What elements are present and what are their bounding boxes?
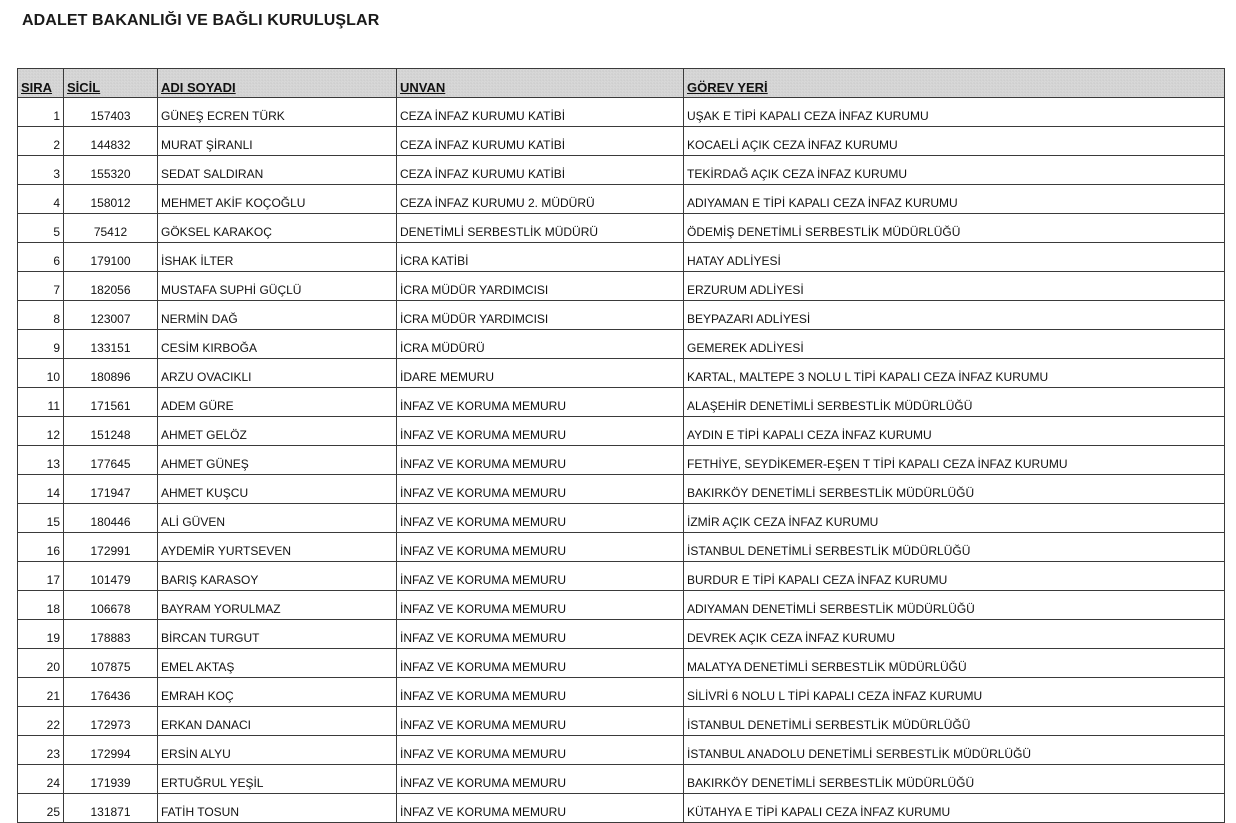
cell-gorev-yeri: BAKIRKÖY DENETİMLİ SERBESTLİK MÜDÜRLÜĞÜ <box>684 765 1225 794</box>
cell-sicil: 172973 <box>64 707 158 736</box>
cell-unvan: İNFAZ VE KORUMA MEMURU <box>397 736 684 765</box>
cell-sira: 16 <box>18 533 64 562</box>
cell-unvan: İNFAZ VE KORUMA MEMURU <box>397 562 684 591</box>
cell-unvan: İNFAZ VE KORUMA MEMURU <box>397 533 684 562</box>
cell-gorev-yeri: KARTAL, MALTEPE 3 NOLU L TİPİ KAPALI CEZA İNFAZ KURUMU <box>684 359 1225 388</box>
cell-unvan: CEZA İNFAZ KURUMU KATİBİ <box>397 98 684 127</box>
cell-unvan: DENETİMLİ SERBESTLİK MÜDÜRÜ <box>397 214 684 243</box>
cell-sicil: 155320 <box>64 156 158 185</box>
cell-adi-soyadi: BİRCAN TURGUT <box>158 620 397 649</box>
cell-gorev-yeri: ERZURUM ADLİYESİ <box>684 272 1225 301</box>
cell-unvan: İNFAZ VE KORUMA MEMURU <box>397 417 684 446</box>
cell-unvan: İNFAZ VE KORUMA MEMURU <box>397 794 684 823</box>
cell-sira: 21 <box>18 678 64 707</box>
page-title: ADALET BAKANLIĞI VE BAĞLI KURULUŞLAR <box>22 12 380 29</box>
cell-adi-soyadi: MURAT ŞİRANLI <box>158 127 397 156</box>
table-row <box>18 446 1225 475</box>
cell-unvan: İNFAZ VE KORUMA MEMURU <box>397 504 684 533</box>
cell-adi-soyadi: AYDEMİR YURTSEVEN <box>158 533 397 562</box>
cell-unvan: İCRA MÜDÜR YARDIMCISI <box>397 301 684 330</box>
table-row <box>18 591 1225 620</box>
cell-adi-soyadi: İSHAK İLTER <box>158 243 397 272</box>
cell-gorev-yeri: UŞAK E TİPİ KAPALI CEZA İNFAZ KURUMU <box>684 98 1225 127</box>
cell-gorev-yeri: GEMEREK ADLİYESİ <box>684 330 1225 359</box>
cell-adi-soyadi: ERTUĞRUL YEŞİL <box>158 765 397 794</box>
table-row <box>18 301 1225 330</box>
cell-adi-soyadi: ALİ GÜVEN <box>158 504 397 533</box>
cell-sicil: 180446 <box>64 504 158 533</box>
cell-adi-soyadi: AHMET GELÖZ <box>158 417 397 446</box>
table-row <box>18 359 1225 388</box>
cell-unvan: İNFAZ VE KORUMA MEMURU <box>397 388 684 417</box>
cell-sicil: 144832 <box>64 127 158 156</box>
column-header-gorev-yeri: GÖREV YERİ <box>684 69 1225 98</box>
cell-sira: 9 <box>18 330 64 359</box>
cell-sicil: 151248 <box>64 417 158 446</box>
table-row <box>18 243 1225 272</box>
column-header-adi-soyadi: ADI SOYADI <box>158 69 397 98</box>
cell-sicil: 75412 <box>64 214 158 243</box>
cell-sicil: 171561 <box>64 388 158 417</box>
cell-sira: 23 <box>18 736 64 765</box>
cell-adi-soyadi: CESİM KIRBOĞA <box>158 330 397 359</box>
cell-gorev-yeri: AYDIN E TİPİ KAPALI CEZA İNFAZ KURUMU <box>684 417 1225 446</box>
cell-adi-soyadi: NERMİN DAĞ <box>158 301 397 330</box>
table-body <box>18 98 1225 823</box>
table-row <box>18 330 1225 359</box>
column-header-unvan: UNVAN <box>397 69 684 98</box>
table-row <box>18 620 1225 649</box>
cell-sicil: 178883 <box>64 620 158 649</box>
cell-sira: 20 <box>18 649 64 678</box>
cell-sira: 17 <box>18 562 64 591</box>
cell-gorev-yeri: İSTANBUL DENETİMLİ SERBESTLİK MÜDÜRLÜĞÜ <box>684 707 1225 736</box>
cell-gorev-yeri: İSTANBUL ANADOLU DENETİMLİ SERBESTLİK MÜDÜRLÜĞÜ <box>684 736 1225 765</box>
cell-adi-soyadi: EMEL AKTAŞ <box>158 649 397 678</box>
table-row <box>18 678 1225 707</box>
table-row <box>18 533 1225 562</box>
cell-sira: 11 <box>18 388 64 417</box>
table-row <box>18 185 1225 214</box>
cell-adi-soyadi: AHMET GÜNEŞ <box>158 446 397 475</box>
cell-sicil: 171939 <box>64 765 158 794</box>
cell-sicil: 107875 <box>64 649 158 678</box>
table-row <box>18 272 1225 301</box>
cell-sicil: 171947 <box>64 475 158 504</box>
cell-sira: 24 <box>18 765 64 794</box>
cell-gorev-yeri: ADIYAMAN E TİPİ KAPALI CEZA İNFAZ KURUMU <box>684 185 1225 214</box>
table-row <box>18 736 1225 765</box>
cell-gorev-yeri: BURDUR E TİPİ KAPALI CEZA İNFAZ KURUMU <box>684 562 1225 591</box>
cell-gorev-yeri: SİLİVRİ 6 NOLU L TİPİ KAPALI CEZA İNFAZ KURUMU <box>684 678 1225 707</box>
cell-adi-soyadi: GÜNEŞ ECREN TÜRK <box>158 98 397 127</box>
cell-sicil: 106678 <box>64 591 158 620</box>
cell-sira: 19 <box>18 620 64 649</box>
cell-gorev-yeri: FETHİYE, SEYDİKEMER-EŞEN T TİPİ KAPALI CEZA İNFAZ KURUMU <box>684 446 1225 475</box>
cell-unvan: İNFAZ VE KORUMA MEMURU <box>397 678 684 707</box>
cell-unvan: İCRA MÜDÜRÜ <box>397 330 684 359</box>
cell-adi-soyadi: ERSİN ALYU <box>158 736 397 765</box>
header-row <box>18 69 1225 98</box>
cell-gorev-yeri: İZMİR AÇIK CEZA İNFAZ KURUMU <box>684 504 1225 533</box>
cell-sicil: 123007 <box>64 301 158 330</box>
cell-gorev-yeri: BAKIRKÖY DENETİMLİ SERBESTLİK MÜDÜRLÜĞÜ <box>684 475 1225 504</box>
cell-sira: 15 <box>18 504 64 533</box>
cell-adi-soyadi: GÖKSEL KARAKOÇ <box>158 214 397 243</box>
cell-sira: 12 <box>18 417 64 446</box>
cell-adi-soyadi: MUSTAFA SUPHİ GÜÇLÜ <box>158 272 397 301</box>
cell-sicil: 179100 <box>64 243 158 272</box>
cell-sira: 7 <box>18 272 64 301</box>
personnel-table <box>17 68 1225 823</box>
column-header-sicil: SİCİL <box>64 69 158 98</box>
cell-unvan: İNFAZ VE KORUMA MEMURU <box>397 446 684 475</box>
cell-unvan: CEZA İNFAZ KURUMU KATİBİ <box>397 127 684 156</box>
cell-adi-soyadi: EMRAH KOÇ <box>158 678 397 707</box>
table-row <box>18 156 1225 185</box>
table-header <box>18 69 1225 98</box>
cell-sira: 18 <box>18 591 64 620</box>
cell-sicil: 133151 <box>64 330 158 359</box>
cell-gorev-yeri: KOCAELİ AÇIK CEZA İNFAZ KURUMU <box>684 127 1225 156</box>
cell-adi-soyadi: AHMET KUŞCU <box>158 475 397 504</box>
cell-sira: 5 <box>18 214 64 243</box>
cell-gorev-yeri: KÜTAHYA E TİPİ KAPALI CEZA İNFAZ KURUMU <box>684 794 1225 823</box>
cell-adi-soyadi: FATİH TOSUN <box>158 794 397 823</box>
cell-sira: 2 <box>18 127 64 156</box>
table-row <box>18 562 1225 591</box>
cell-gorev-yeri: BEYPAZARI ADLİYESİ <box>684 301 1225 330</box>
cell-unvan: İCRA MÜDÜR YARDIMCISI <box>397 272 684 301</box>
cell-adi-soyadi: ERKAN DANACI <box>158 707 397 736</box>
cell-gorev-yeri: TEKİRDAĞ AÇIK CEZA İNFAZ KURUMU <box>684 156 1225 185</box>
table-row <box>18 388 1225 417</box>
table-row <box>18 127 1225 156</box>
cell-gorev-yeri: ALAŞEHİR DENETİMLİ SERBESTLİK MÜDÜRLÜĞÜ <box>684 388 1225 417</box>
column-header-sira: SIRA <box>18 69 64 98</box>
cell-sira: 3 <box>18 156 64 185</box>
cell-sira: 4 <box>18 185 64 214</box>
cell-adi-soyadi: MEHMET AKİF KOÇOĞLU <box>158 185 397 214</box>
cell-gorev-yeri: ADIYAMAN DENETİMLİ SERBESTLİK MÜDÜRLÜĞÜ <box>684 591 1225 620</box>
cell-sira: 6 <box>18 243 64 272</box>
cell-adi-soyadi: BARIŞ KARASOY <box>158 562 397 591</box>
cell-gorev-yeri: DEVREK AÇIK CEZA İNFAZ KURUMU <box>684 620 1225 649</box>
cell-sicil: 131871 <box>64 794 158 823</box>
table-row <box>18 214 1225 243</box>
cell-sira: 25 <box>18 794 64 823</box>
table-row <box>18 765 1225 794</box>
cell-sicil: 180896 <box>64 359 158 388</box>
cell-unvan: İNFAZ VE KORUMA MEMURU <box>397 649 684 678</box>
cell-sira: 10 <box>18 359 64 388</box>
table-row <box>18 504 1225 533</box>
cell-sicil: 172994 <box>64 736 158 765</box>
table-row <box>18 417 1225 446</box>
cell-adi-soyadi: BAYRAM YORULMAZ <box>158 591 397 620</box>
cell-unvan: İNFAZ VE KORUMA MEMURU <box>397 765 684 794</box>
cell-gorev-yeri: İSTANBUL DENETİMLİ SERBESTLİK MÜDÜRLÜĞÜ <box>684 533 1225 562</box>
cell-sira: 14 <box>18 475 64 504</box>
cell-sira: 1 <box>18 98 64 127</box>
cell-unvan: İNFAZ VE KORUMA MEMURU <box>397 620 684 649</box>
cell-unvan: İNFAZ VE KORUMA MEMURU <box>397 475 684 504</box>
cell-sicil: 176436 <box>64 678 158 707</box>
cell-adi-soyadi: ARZU OVACIKLI <box>158 359 397 388</box>
cell-sicil: 101479 <box>64 562 158 591</box>
cell-sicil: 172991 <box>64 533 158 562</box>
cell-unvan: İNFAZ VE KORUMA MEMURU <box>397 707 684 736</box>
cell-unvan: CEZA İNFAZ KURUMU KATİBİ <box>397 156 684 185</box>
cell-sira: 8 <box>18 301 64 330</box>
cell-unvan: İCRA KATİBİ <box>397 243 684 272</box>
cell-sira: 13 <box>18 446 64 475</box>
cell-gorev-yeri: ÖDEMİŞ DENETİMLİ SERBESTLİK MÜDÜRLÜĞÜ <box>684 214 1225 243</box>
cell-adi-soyadi: ADEM GÜRE <box>158 388 397 417</box>
table-row <box>18 794 1225 823</box>
cell-gorev-yeri: MALATYA DENETİMLİ SERBESTLİK MÜDÜRLÜĞÜ <box>684 649 1225 678</box>
cell-unvan: İDARE MEMURU <box>397 359 684 388</box>
cell-sicil: 157403 <box>64 98 158 127</box>
cell-unvan: İNFAZ VE KORUMA MEMURU <box>397 591 684 620</box>
table-row <box>18 707 1225 736</box>
cell-adi-soyadi: SEDAT SALDIRAN <box>158 156 397 185</box>
cell-sicil: 158012 <box>64 185 158 214</box>
cell-unvan: CEZA İNFAZ KURUMU 2. MÜDÜRÜ <box>397 185 684 214</box>
table-row <box>18 475 1225 504</box>
cell-gorev-yeri: HATAY ADLİYESİ <box>684 243 1225 272</box>
cell-sicil: 177645 <box>64 446 158 475</box>
table-row <box>18 649 1225 678</box>
cell-sira: 22 <box>18 707 64 736</box>
table-row <box>18 98 1225 127</box>
cell-sicil: 182056 <box>64 272 158 301</box>
